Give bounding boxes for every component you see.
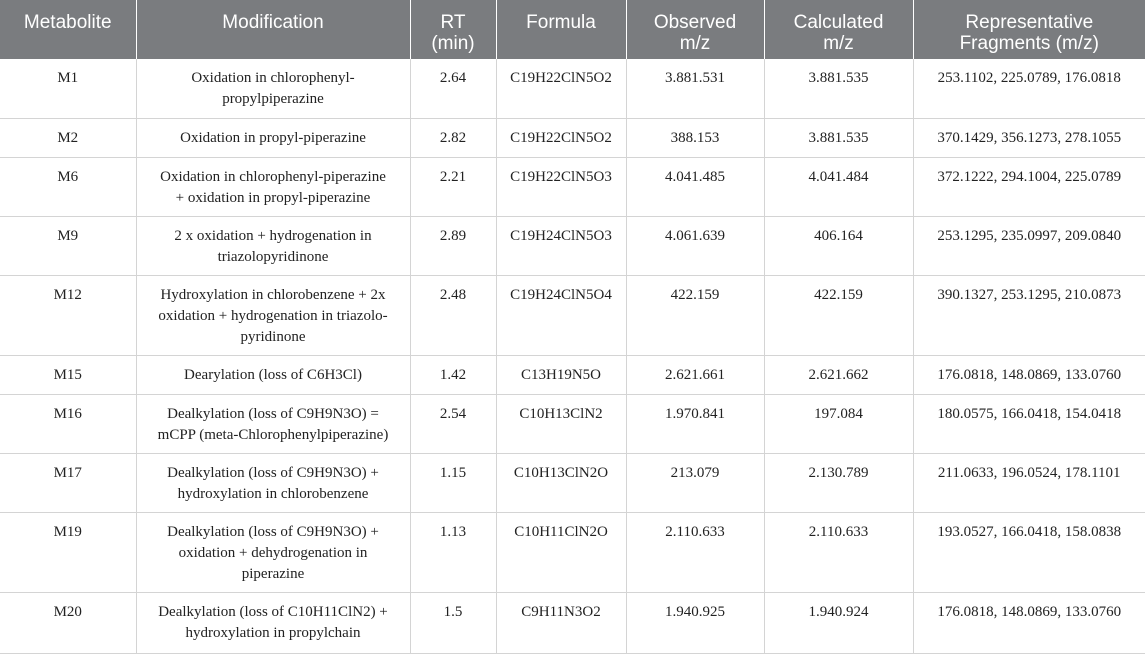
header-line: RT [440, 12, 466, 33]
cell-formula: C9H11N3O2 [496, 592, 626, 653]
cell-rt: 2.21 [410, 157, 496, 216]
cell-rt: 2.54 [410, 394, 496, 453]
cell-fragments: 211.0633, 196.0524, 178.1101 [913, 453, 1145, 512]
cell-rt: 1.13 [410, 512, 496, 592]
cell-calculated-mz: 2.130.789 [764, 453, 913, 512]
cell-modification [136, 512, 410, 592]
cell-metabolite: M20 [0, 592, 136, 653]
cell-rt: 2.64 [410, 59, 496, 118]
table-row [0, 157, 1145, 216]
cell-observed-mz: 388.153 [626, 118, 764, 157]
cell-metabolite: M12 [0, 275, 136, 355]
table-row [0, 592, 1145, 653]
table-row [0, 216, 1145, 275]
cell-modification [136, 275, 410, 355]
cell-rt: 2.48 [410, 275, 496, 355]
cell-modification [136, 355, 410, 394]
cell-metabolite: M9 [0, 216, 136, 275]
table-row [0, 453, 1145, 512]
modification-line: oxidation + hydrogenation in triazolo- [158, 307, 388, 324]
modification-line: 2 x oxidation + hydrogenation in [174, 227, 372, 244]
table-body [0, 59, 1145, 653]
modification-line: + oxidation in propyl-piperazine [175, 189, 371, 206]
modification-line: pyridinone [240, 328, 306, 345]
cell-observed-mz: 1.940.925 [626, 592, 764, 653]
modification-line: Dealkylation (loss of C9H9N3O) + [167, 464, 379, 481]
cell-formula: C19H24ClN5O3 [496, 216, 626, 275]
cell-observed-mz: 213.079 [626, 453, 764, 512]
cell-observed-mz: 2.110.633 [626, 512, 764, 592]
header-line: Observed [653, 12, 737, 33]
modification-line: propylpiperazine [222, 91, 324, 107]
cell-metabolite: M17 [0, 453, 136, 512]
header-representative-fragments [913, 0, 1145, 59]
modification-line: Dearylation (loss of C6H3Cl) [184, 366, 362, 383]
cell-modification [136, 592, 410, 653]
table-row [0, 355, 1145, 394]
header-row [0, 0, 1145, 59]
modification-line: oxidation + dehydrogenation in [178, 544, 368, 561]
modification-line: Hydroxylation in chlorobenzene + 2x [160, 286, 386, 303]
cell-metabolite: M6 [0, 157, 136, 216]
modification-line: hydroxylation in propylchain [185, 624, 361, 641]
header-observed-mz [626, 0, 764, 59]
cell-observed-mz: 3.881.531 [626, 59, 764, 118]
cell-formula: C10H13ClN2O [496, 453, 626, 512]
modification-line: Oxidation in propyl-piperazine [180, 129, 366, 146]
cell-metabolite: M16 [0, 394, 136, 453]
cell-calculated-mz: 422.159 [764, 275, 913, 355]
modification-line: piperazine [241, 565, 305, 582]
modification-line: Oxidation in chlorophenyl-piperazine [160, 168, 386, 185]
cell-fragments: 176.0818, 148.0869, 133.0760 [913, 592, 1145, 653]
table-row [0, 118, 1145, 157]
cell-calculated-mz: 197.084 [764, 394, 913, 453]
table-row [0, 59, 1145, 118]
cell-formula: C19H24ClN5O4 [496, 275, 626, 355]
cell-formula: C10H11ClN2O [496, 512, 626, 592]
cell-calculated-mz: 1.940.924 [764, 592, 913, 653]
cell-fragments: 372.1222, 294.1004, 225.0789 [913, 157, 1145, 216]
cell-rt: 1.5 [410, 592, 496, 653]
header-line: Formula [526, 12, 596, 33]
cell-modification [136, 453, 410, 512]
cell-calculated-mz: 3.881.535 [764, 118, 913, 157]
cell-calculated-mz: 2.621.662 [764, 355, 913, 394]
header-metabolite [0, 0, 136, 59]
header-rt [410, 0, 496, 59]
cell-fragments: 176.0818, 148.0869, 133.0760 [913, 355, 1145, 394]
header-line: (min) [431, 33, 475, 54]
header-formula [496, 0, 626, 59]
header-line: m/z [679, 33, 711, 54]
header-line: Metabolite [23, 12, 112, 33]
table-row [0, 275, 1145, 355]
header-line: m/z [823, 33, 854, 54]
cell-fragments: 370.1429, 356.1273, 278.1055 [913, 118, 1145, 157]
cell-formula: C10H13ClN2 [496, 394, 626, 453]
cell-fragments: 253.1295, 235.0997, 209.0840 [913, 216, 1145, 275]
cell-observed-mz: 1.970.841 [626, 394, 764, 453]
cell-formula: C13H19N5O [496, 355, 626, 394]
header-line: Representative [965, 12, 1094, 33]
cell-observed-mz: 4.041.485 [626, 157, 764, 216]
cell-rt: 1.42 [410, 355, 496, 394]
modification-line: Oxidation in chlorophenyl- [191, 70, 355, 86]
cell-modification [136, 216, 410, 275]
cell-fragments: 390.1327, 253.1295, 210.0873 [913, 275, 1145, 355]
table-row [0, 512, 1145, 592]
cell-calculated-mz: 4.041.484 [764, 157, 913, 216]
modification-line: Dealkylation (loss of C10H11ClN2) + [158, 603, 388, 620]
cell-formula: C19H22ClN5O2 [496, 59, 626, 118]
cell-observed-mz: 422.159 [626, 275, 764, 355]
cell-rt: 1.15 [410, 453, 496, 512]
cell-rt: 2.89 [410, 216, 496, 275]
cell-calculated-mz: 3.881.535 [764, 59, 913, 118]
cell-formula: C19H22ClN5O3 [496, 157, 626, 216]
cell-modification [136, 157, 410, 216]
header-calculated-mz [764, 0, 913, 59]
modification-line: Dealkylation (loss of C9H9N3O) + [167, 523, 379, 540]
cell-metabolite: M19 [0, 512, 136, 592]
cell-fragments: 193.0527, 166.0418, 158.0838 [913, 512, 1145, 592]
header-line: Calculated [793, 12, 884, 33]
header-line: Fragments (m/z) [959, 33, 1099, 54]
cell-modification [136, 118, 410, 157]
cell-fragments: 253.1102, 225.0789, 176.0818 [913, 59, 1145, 118]
cell-calculated-mz: 2.110.633 [764, 512, 913, 592]
cell-fragments: 180.0575, 166.0418, 154.0418 [913, 394, 1145, 453]
cell-modification [136, 59, 410, 118]
cell-calculated-mz: 406.164 [764, 216, 913, 275]
modification-line: mCPP (meta-Chlorophenylpiperazine) [157, 426, 389, 443]
cell-metabolite: M2 [0, 118, 136, 157]
cell-metabolite: M1 [0, 59, 136, 118]
table-row [0, 394, 1145, 453]
cell-formula: C19H22ClN5O2 [496, 118, 626, 157]
modification-line: Dealkylation (loss of C9H9N3O) = [167, 405, 379, 422]
cell-observed-mz: 4.061.639 [626, 216, 764, 275]
cell-modification [136, 394, 410, 453]
cell-rt: 2.82 [410, 118, 496, 157]
header-modification [136, 0, 410, 59]
modification-line: hydroxylation in chlorobenzene [177, 485, 369, 502]
modification-line: triazolopyridinone [217, 248, 329, 265]
cell-observed-mz: 2.621.661 [626, 355, 764, 394]
header-line: Modification [222, 12, 324, 33]
cell-metabolite: M15 [0, 355, 136, 394]
